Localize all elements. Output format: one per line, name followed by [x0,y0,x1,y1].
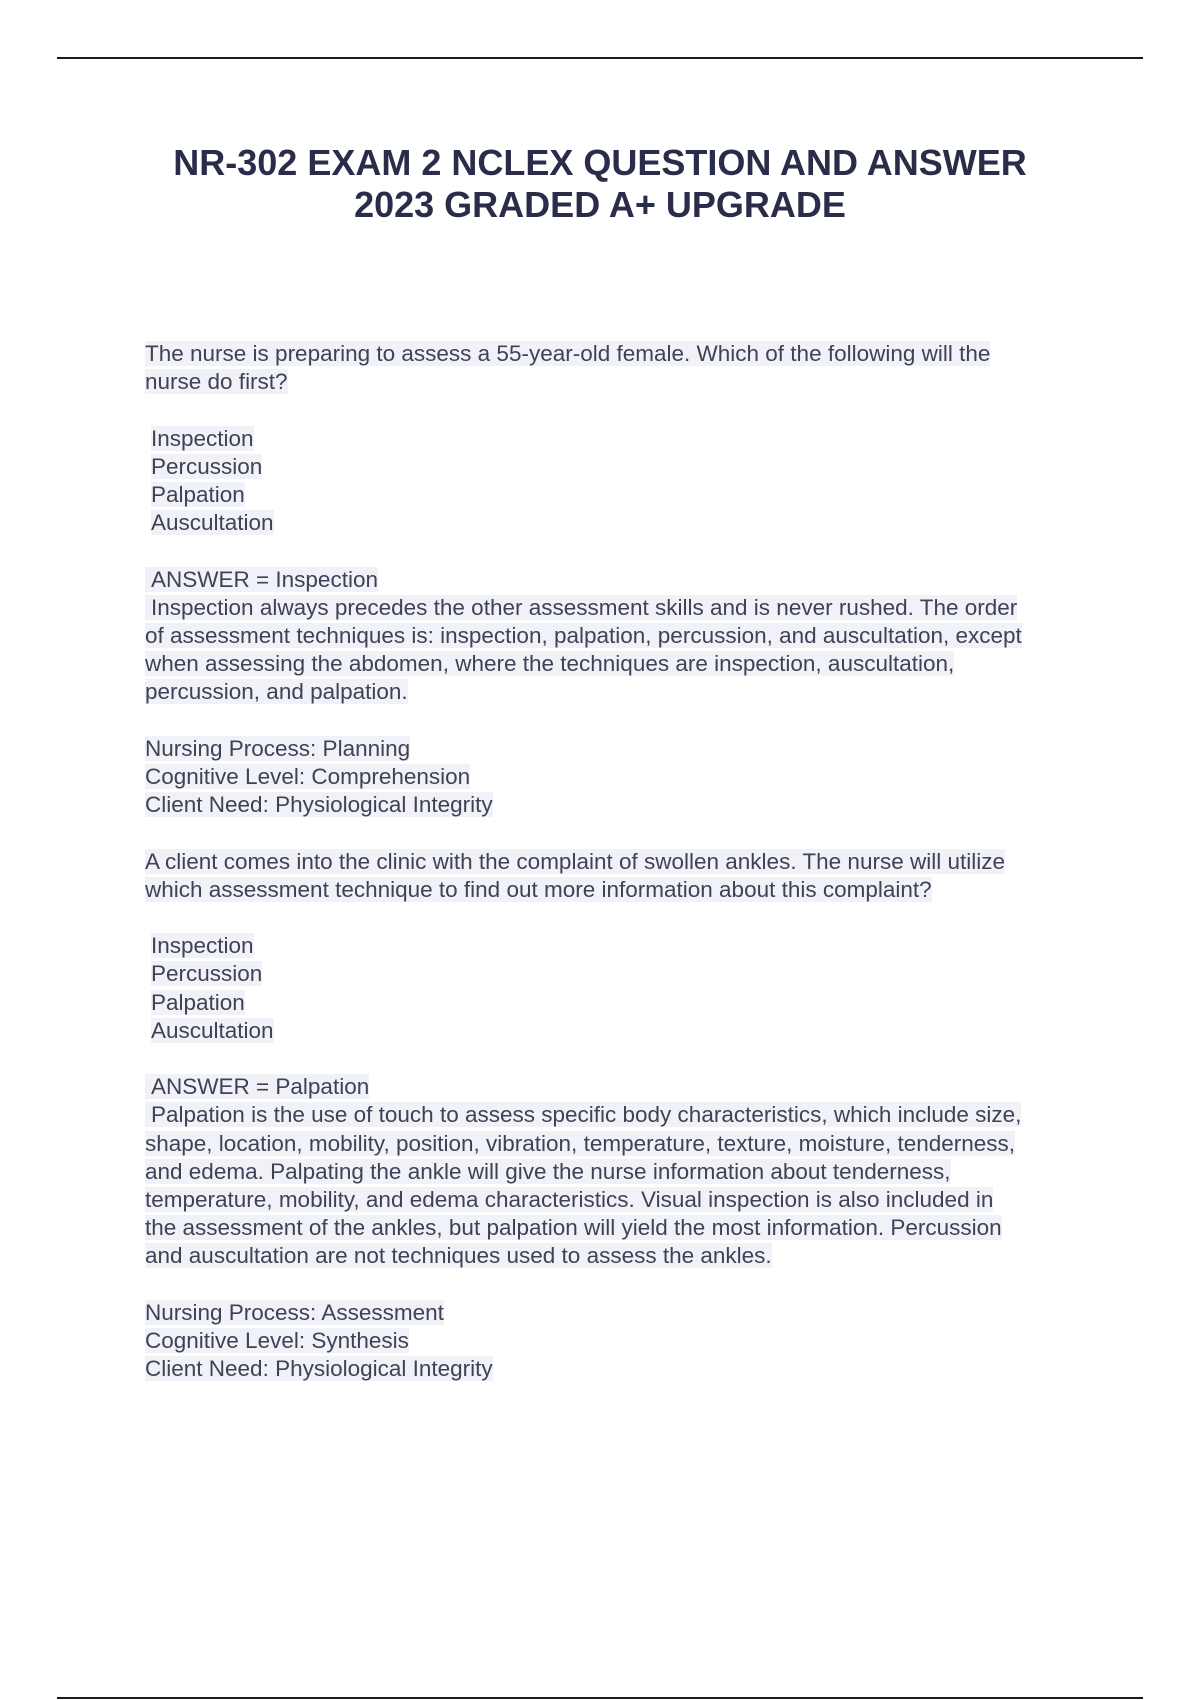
document-body [145,340,1095,1383]
option-item: Inspection [151,933,254,959]
client-need: Client Need: Physiological Integrity [145,1356,493,1382]
answer-options [145,425,1095,538]
top-rule [57,57,1143,59]
bottom-rule [57,1697,1143,1699]
nursing-process: Nursing Process: Assessment [145,1299,444,1325]
question-block-1 [145,340,1095,819]
option-item: Percussion [151,961,263,987]
option-item: Palpation [151,989,245,1015]
option-item: Palpation [151,482,245,507]
title-line-1: NR-302 EXAM 2 NCLEX QUESTION AND ANSWER [173,142,1027,183]
option-item: Auscultation [151,1017,274,1043]
question-text: A client comes into the clinic with the complaint of swollen ankles. The nurse will utilize which assessment technique to find out more information about this complaint? [145,848,1005,902]
document-title [100,142,1100,226]
answer-rationale: ANSWER = Inspection Inspection always precedes the other assessment skills and is never rushed. The order of assessment techniques is: inspection, palpation, percussion, and auscultation, except when assessing the abdomen, where the techniques are inspection, auscultation, percussion, and palpation. [145,566,1022,705]
title-line-2: 2023 GRADED A+ UPGRADE [354,184,846,225]
question-block-2 [145,848,1095,1384]
option-item: Auscultation [151,510,274,536]
answer-label: ANSWER = Inspection [145,567,378,592]
cognitive-level: Cognitive Level: Comprehension [145,764,471,789]
question-metadata [145,1299,1095,1384]
option-item: Inspection [151,425,254,451]
option-item: Percussion [151,453,263,479]
nursing-process: Nursing Process: Planning [145,735,411,761]
question-metadata [145,735,1095,820]
answer-rationale: ANSWER = Palpation Palpation is the use of touch to assess specific body characteristics, which include size, shape, location, mobility, position, vibration, temperature, texture, moisture, tenderness, and edema. Palpating the ankle will give the nurse information about tenderness, temperature, mobility, and edema characteristics. Visual inspection is also included in the assessment of the ankles, but palpation will yield the most information. Percussion and auscultation are not techniques used to assess the ankles. [145,1074,1022,1269]
client-need: Client Need: Physiological Integrity [145,792,493,818]
answer-options [145,932,1095,1045]
question-text: The nurse is preparing to assess a 55-year-old female. Which of the following will the nurse do first? [145,341,991,395]
answer-label: ANSWER = Palpation [145,1074,369,1099]
cognitive-level: Cognitive Level: Synthesis [145,1328,409,1353]
